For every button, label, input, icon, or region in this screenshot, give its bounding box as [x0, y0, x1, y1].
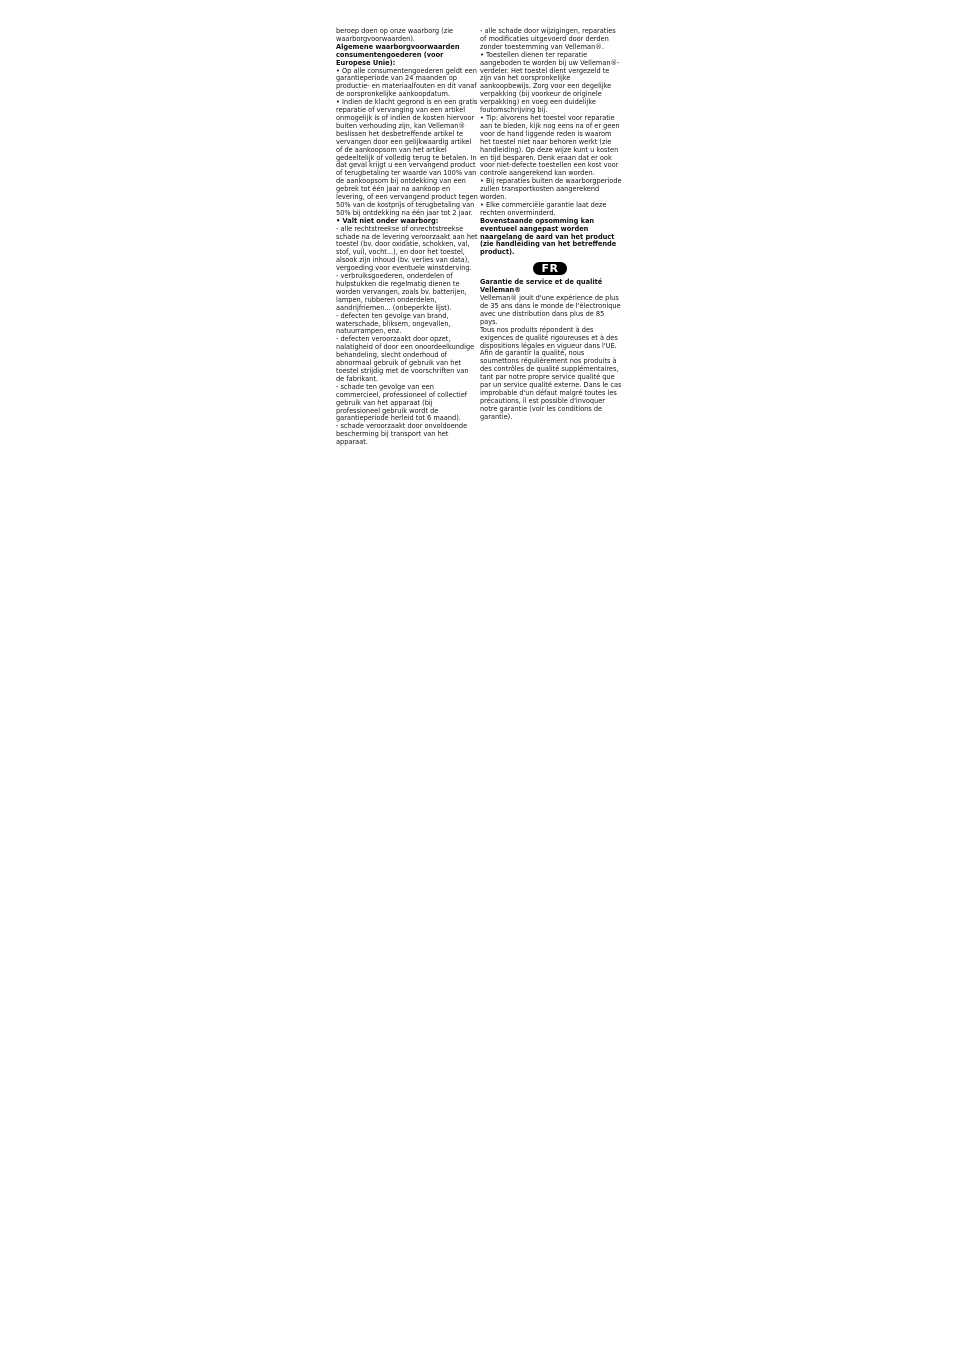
text-line: Bovenstaande opsomming kan — [480, 216, 595, 225]
fr-language-badge: FR — [533, 262, 567, 275]
text-line: - schade ten gevolge van een — [336, 382, 434, 391]
text-line: rechten onverminderd. — [480, 208, 556, 217]
text-line: of modificaties uitgevoerd door derden — [480, 34, 609, 43]
text-line: pays. — [480, 317, 498, 326]
text-line: aandrijfriemen... (onbeperkte lijst). — [336, 303, 452, 312]
text-line: verpakking) en voeg een duidelijke — [480, 98, 596, 107]
text-line: dat geval krijgt u een vervangend product — [336, 161, 476, 170]
text-line: worden. — [480, 193, 507, 202]
text-line: consumentengoederen (voor — [336, 50, 444, 59]
text-line: buiten verhouding zijn, kan Velleman® — [336, 121, 466, 130]
text-line: 50% van de kostprijs of terugbetaling van — [336, 200, 475, 209]
text-line: - alle rechtstreekse of onrechtstreekse — [336, 224, 464, 233]
text-line: abnormaal gebruik of gebruik van het — [336, 359, 462, 368]
text-line: (zie handleiding van het betreffende — [480, 240, 617, 249]
text-line: garantieperiode herleid tot 6 maand). — [336, 414, 461, 423]
text-line: - alle schade door wijzigingen, reparaties — [480, 27, 616, 35]
text-line: levering, of een vervangend product tegen — [336, 193, 478, 202]
text-line: of terugbetaling ter waarde van 100% van — [336, 169, 477, 178]
text-line: onmogelijk is of indien de kosten hiervoor — [336, 113, 475, 122]
text-line: improbable d'un défaut malgré toutes les — [480, 388, 617, 397]
text-line: waterschade, bliksem, ongevallen, — [336, 319, 451, 328]
text-line: zullen transportkosten aangerekend — [480, 185, 600, 194]
text-line: verpakking (bij voorkeur de originele — [480, 90, 602, 99]
text-line: vergoeding voor eventuele winstderving. — [336, 264, 472, 273]
text-line: voor de hand liggende reden is waarom — [480, 129, 612, 138]
text-line: schade na de levering veroorzaakt aan het — [336, 232, 478, 241]
text-line: • Valt niet onder waarborg: — [336, 216, 439, 225]
text-line: worden vervangen, zoals bv. batterijen, — [336, 287, 467, 296]
text-line: exigences de qualité rigoureuses et à des — [480, 333, 618, 342]
text-line: beslissen het desbetreffende artikel te — [336, 129, 464, 138]
text-line: garantieperiode van 24 maanden op — [336, 74, 457, 83]
text-line: précautions, il est possible d'invoquer — [480, 396, 606, 405]
text-line: foutomschrijving bij. — [480, 106, 548, 115]
text-line: 50% bij ontdekking na één jaar tot 2 jaar. — [336, 208, 473, 217]
text-line: het toestel niet naar behoren werkt (zie — [480, 137, 612, 146]
text-line: professioneel gebruik wordt de — [336, 406, 439, 415]
text-line: handleiding). Op deze wijze kunt u kosten — [480, 145, 619, 154]
text-line: de 35 ans dans le monde de l'électronique — [480, 302, 621, 310]
text-line: of de aankoopsom van het artikel — [336, 145, 447, 154]
text-line: commercieel, professioneel of collectief — [336, 390, 468, 399]
text-line: behandeling, slecht onderhoud of — [336, 351, 447, 360]
text-line: apparaat. — [336, 438, 368, 447]
right-column — [480, 28, 620, 422]
text-line: stof, vuil, vocht...), en door het toestel, — [336, 248, 465, 257]
text-line: • Elke commerciële garantie laat deze — [480, 200, 607, 209]
text-line: Garantie de service et de qualité — [480, 278, 603, 287]
text-line: aangeboden te worden bij uw Velleman®- — [480, 58, 620, 67]
text-line: product). — [480, 248, 515, 257]
text-line: avec une distribution dans plus de 85 — [480, 309, 605, 318]
text-line: • Bij reparaties buiten de waarborgperiode — [480, 177, 622, 186]
text-line: productie- en materiaalfouten en dit vanaf — [336, 82, 477, 91]
text-line: verdeler. Het toestel dient vergezeld te — [480, 66, 610, 75]
text-line: gedeeltelijk of volledig terug te betalen. In — [336, 153, 477, 162]
text-line: controle aangerekend kan worden. — [480, 169, 595, 178]
text-line: Algemene waarborgvoorwaarden — [336, 42, 460, 51]
text-line: - defecten ten gevolge van brand, — [336, 311, 449, 320]
text-line: zijn van het oorspronkelijke — [480, 74, 571, 83]
text-line: alsook zijn inhoud (bv. verlies van data), — [336, 256, 470, 265]
text-line: eventueel aangepast worden — [480, 224, 589, 233]
text-line: gebrek tot één jaar na aankoop en — [336, 185, 451, 194]
text-line: aan te bieden, kijk nog eens na of er geen — [480, 121, 620, 130]
text-line: naargelang de aard van het product — [480, 232, 615, 241]
text-line: des contrôles de qualité supplémentaires, — [480, 365, 619, 374]
text-line: nalatigheid of door een onoordeelkundige — [336, 343, 475, 352]
text-line: soumettons régulièrement nos produits à — [480, 357, 617, 366]
text-line: Tous nos produits répondent à des — [480, 325, 594, 334]
text-line: aankoopbewijs. Zorg voor een degelijke — [480, 82, 612, 91]
text-line: • Indien de klacht gegrond is en een gratis — [336, 98, 478, 107]
text-line: gebruik van het apparaat (bij — [336, 398, 433, 407]
text-line: notre garantie (voir les conditions de — [480, 404, 603, 413]
text-line: • Op alle consumentengoederen geldt een — [336, 66, 477, 75]
text-line: vervangen door een gelijkwaardig artikel — [336, 137, 472, 146]
text-line: lampen, rubberen onderdelen, — [336, 295, 437, 304]
text-line: dispositions légales en vigueur dans l'UE. — [480, 341, 617, 350]
text-line: natuurrampen, enz. — [336, 327, 402, 336]
text-line: de fabrikant. — [336, 374, 379, 383]
text-line: beroep doen op onze waarborg (zie — [336, 27, 454, 35]
text-line: toestel (bv. door oxidatie, schokken, val, — [336, 240, 470, 249]
text-line: de oorspronkelijke aankoopdatum. — [336, 90, 450, 99]
text-line: Afin de garantir la qualité, nous — [480, 349, 585, 358]
left-column — [336, 28, 478, 447]
text-line: waarborgvoorwaarden). — [336, 34, 416, 43]
text-line: en tijd besparen. Denk eraan dat er ook — [480, 153, 612, 162]
text-line: Europese Unie): — [336, 58, 396, 67]
text-line: toestel strijdig met de voorschriften van — [336, 366, 469, 375]
text-line: par un service qualité externe. Dans le cas — [480, 381, 622, 390]
text-line: • Tip: alvorens het toestel voor reparatie — [480, 113, 615, 122]
text-line: - schade veroorzaakt door onvoldoende — [336, 422, 468, 431]
text-line: - verbruiksgoederen, onderdelen of — [336, 272, 453, 281]
text-line: hulpstukken die regelmatig dienen te — [336, 280, 460, 288]
text-line: • Toestellen dienen ter reparatie — [480, 50, 588, 59]
right-column-french-text — [480, 279, 620, 421]
text-line: Velleman® — [480, 286, 521, 295]
text-line: de aankoopsom bij ontdekking van een — [336, 177, 466, 186]
right-column-dutch-text — [480, 28, 620, 257]
text-line: - defecten veroorzaakt door opzet, — [336, 335, 451, 344]
text-line: zonder toestemming van Velleman®. — [480, 42, 604, 51]
text-line: Velleman® jouit d'une expérience de plus — [480, 294, 619, 303]
text-line: reparatie of vervanging van een artikel — [336, 106, 466, 115]
text-line: voor niet-defecte toestellen een kost voor — [480, 161, 619, 170]
text-line: tant par notre propre service qualité que — [480, 373, 615, 382]
text-line: bescherming bij transport van het — [336, 430, 449, 439]
text-line: garantie). — [480, 412, 513, 421]
